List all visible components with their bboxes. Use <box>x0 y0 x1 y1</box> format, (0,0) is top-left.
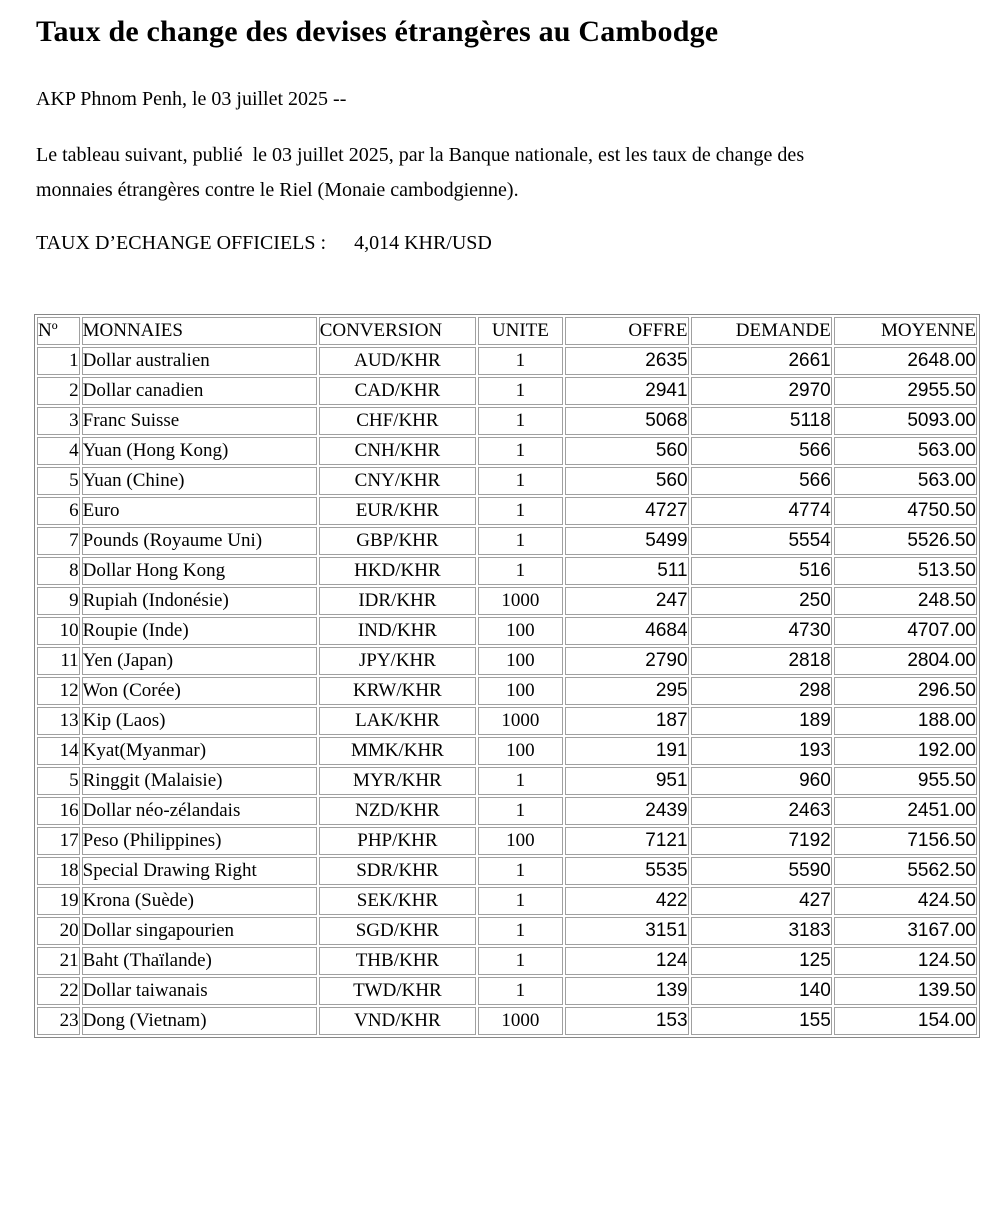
column-header: DEMANDE <box>691 317 832 345</box>
table-cell: 960 <box>691 767 832 795</box>
table-cell: 4730 <box>691 617 832 645</box>
column-header: CONVERSION <box>319 317 476 345</box>
table-cell: Dollar néo-zélandais <box>82 797 317 825</box>
table-cell: 5068 <box>565 407 689 435</box>
table-cell: 13 <box>37 707 80 735</box>
table-cell: Peso (Philippines) <box>82 827 317 855</box>
table-cell: 100 <box>478 647 563 675</box>
table-cell: Special Drawing Right <box>82 857 317 885</box>
table-row <box>37 557 977 585</box>
table-cell: 2941 <box>565 377 689 405</box>
table-cell: 2439 <box>565 797 689 825</box>
column-header: UNITE <box>478 317 563 345</box>
table-cell: Won (Corée) <box>82 677 317 705</box>
table-cell: 511 <box>565 557 689 585</box>
table-cell: 154.00 <box>834 1007 977 1035</box>
table-cell: 4750.50 <box>834 497 977 525</box>
table-cell: 516 <box>691 557 832 585</box>
table-cell: EUR/KHR <box>319 497 476 525</box>
table-cell: 2804.00 <box>834 647 977 675</box>
table-row <box>37 407 977 435</box>
table-row <box>37 377 977 405</box>
table-cell: 23 <box>37 1007 80 1035</box>
table-cell: 1 <box>478 797 563 825</box>
table-row <box>37 977 977 1005</box>
table-cell: 1 <box>478 557 563 585</box>
table-cell: 7192 <box>691 827 832 855</box>
table-cell: 1 <box>478 887 563 915</box>
table-cell: 3151 <box>565 917 689 945</box>
table-cell: Franc Suisse <box>82 407 317 435</box>
table-cell: TWD/KHR <box>319 977 476 1005</box>
table-cell: 7121 <box>565 827 689 855</box>
table-cell: Dollar australien <box>82 347 317 375</box>
table-cell: Dollar Hong Kong <box>82 557 317 585</box>
table-cell: 298 <box>691 677 832 705</box>
table-row <box>37 497 977 525</box>
table-row <box>37 647 977 675</box>
table-cell: 2451.00 <box>834 797 977 825</box>
dateline: AKP Phnom Penh, le 03 juillet 2025 -- <box>36 88 347 110</box>
table-cell: 1 <box>478 497 563 525</box>
table-cell: 1 <box>478 857 563 885</box>
table-cell: Kyat(Myanmar) <box>82 737 317 765</box>
table-cell: 4684 <box>565 617 689 645</box>
table-cell: 17 <box>37 827 80 855</box>
table-cell: 248.50 <box>834 587 977 615</box>
table-cell: 14 <box>37 737 80 765</box>
table-cell: 1 <box>478 437 563 465</box>
table-cell: LAK/KHR <box>319 707 476 735</box>
table-cell: 5535 <box>565 857 689 885</box>
table-cell: Dollar canadien <box>82 377 317 405</box>
table-row <box>37 1007 977 1035</box>
table-cell: 10 <box>37 617 80 645</box>
table-cell: 5526.50 <box>834 527 977 555</box>
table-cell: 100 <box>478 677 563 705</box>
table-cell: 5562.50 <box>834 857 977 885</box>
intro-paragraph: Le tableau suivant, publié le 03 juillet 2025, par la Banque nationale, est les taux de change des monnaies étrangères contre le Riel (Monaie cambodgienne). <box>36 144 805 201</box>
table-cell: Yuan (Chine) <box>82 467 317 495</box>
table-cell: 124 <box>565 947 689 975</box>
table-cell: 5093.00 <box>834 407 977 435</box>
table-cell: 155 <box>691 1007 832 1035</box>
table-row <box>37 887 977 915</box>
table-cell: 9 <box>37 587 80 615</box>
table-cell: Yuan (Hong Kong) <box>82 437 317 465</box>
table-cell: 1000 <box>478 707 563 735</box>
table-cell: 6 <box>37 497 80 525</box>
table-cell: 100 <box>478 827 563 855</box>
table-cell: 1000 <box>478 587 563 615</box>
table-cell: 2955.50 <box>834 377 977 405</box>
table-cell: Ringgit (Malaisie) <box>82 767 317 795</box>
table-row <box>37 827 977 855</box>
table-cell: 247 <box>565 587 689 615</box>
table-cell: 5 <box>37 467 80 495</box>
table-cell: 1 <box>478 407 563 435</box>
table-cell: 1 <box>478 527 563 555</box>
table-cell: 22 <box>37 977 80 1005</box>
column-header: OFFRE <box>565 317 689 345</box>
official-rate-label: TAUX D’ECHANGE OFFICIELS : <box>36 232 327 254</box>
table-cell: 8 <box>37 557 80 585</box>
table-row <box>37 707 977 735</box>
table-cell: 560 <box>565 467 689 495</box>
table-cell: 16 <box>37 797 80 825</box>
table-cell: Baht (Thaïlande) <box>82 947 317 975</box>
table-cell: Kip (Laos) <box>82 707 317 735</box>
table-cell: 139.50 <box>834 977 977 1005</box>
table-cell: Dollar taiwanais <box>82 977 317 1005</box>
table-cell: 1 <box>478 347 563 375</box>
table-cell: 153 <box>565 1007 689 1035</box>
table-cell: Krona (Suède) <box>82 887 317 915</box>
table-cell: SDR/KHR <box>319 857 476 885</box>
table-cell: 1 <box>478 377 563 405</box>
table-cell: GBP/KHR <box>319 527 476 555</box>
table-cell: 7156.50 <box>834 827 977 855</box>
table-cell: 191 <box>565 737 689 765</box>
table-cell: VND/KHR <box>319 1007 476 1035</box>
table-cell: Euro <box>82 497 317 525</box>
table-cell: 20 <box>37 917 80 945</box>
table-row <box>37 797 977 825</box>
column-header: Nº <box>37 317 80 345</box>
table-cell: 3167.00 <box>834 917 977 945</box>
table-cell: 192.00 <box>834 737 977 765</box>
official-rate-value: 4,014 KHR/USD <box>354 232 492 254</box>
table-cell: 5118 <box>691 407 832 435</box>
table-cell: PHP/KHR <box>319 827 476 855</box>
table-cell: 189 <box>691 707 832 735</box>
table-cell: 4727 <box>565 497 689 525</box>
table-cell: Rupiah (Indonésie) <box>82 587 317 615</box>
table-cell: MYR/KHR <box>319 767 476 795</box>
table-cell: MMK/KHR <box>319 737 476 765</box>
table-cell: 563.00 <box>834 467 977 495</box>
table-cell: SEK/KHR <box>319 887 476 915</box>
table-cell: CNH/KHR <box>319 437 476 465</box>
table-cell: Dong (Vietnam) <box>82 1007 317 1035</box>
column-header: MONNAIES <box>82 317 317 345</box>
table-cell: 951 <box>565 767 689 795</box>
table-cell: 250 <box>691 587 832 615</box>
table-cell: 955.50 <box>834 767 977 795</box>
table-cell: 566 <box>691 437 832 465</box>
table-cell: 5590 <box>691 857 832 885</box>
table-row <box>37 947 977 975</box>
table-cell: Roupie (Inde) <box>82 617 317 645</box>
table-cell: 5499 <box>565 527 689 555</box>
column-header: MOYENNE <box>834 317 977 345</box>
table-cell: 563.00 <box>834 437 977 465</box>
table-cell: 3 <box>37 407 80 435</box>
table-cell: 2463 <box>691 797 832 825</box>
table-cell: 193 <box>691 737 832 765</box>
table-cell: 7 <box>37 527 80 555</box>
table-cell: Dollar singapourien <box>82 917 317 945</box>
table-cell: 4 <box>37 437 80 465</box>
table-row <box>37 587 977 615</box>
table-cell: 2790 <box>565 647 689 675</box>
table-cell: 422 <box>565 887 689 915</box>
table-cell: 427 <box>691 887 832 915</box>
official-rate-line <box>36 230 980 256</box>
table-cell: 2648.00 <box>834 347 977 375</box>
table-row <box>37 437 977 465</box>
table-cell: 3183 <box>691 917 832 945</box>
table-cell: IND/KHR <box>319 617 476 645</box>
table-cell: 1 <box>478 977 563 1005</box>
table-cell: 4707.00 <box>834 617 977 645</box>
table-cell: 2818 <box>691 647 832 675</box>
table-cell: Pounds (Royaume Uni) <box>82 527 317 555</box>
table-cell: 1000 <box>478 1007 563 1035</box>
table-header-row <box>37 317 977 345</box>
table-cell: 4774 <box>691 497 832 525</box>
table-row <box>37 857 977 885</box>
table-cell: 140 <box>691 977 832 1005</box>
table-cell: 2635 <box>565 347 689 375</box>
table-cell: 1 <box>478 917 563 945</box>
table-cell: 1 <box>37 347 80 375</box>
table-cell: 139 <box>565 977 689 1005</box>
table-cell: 1 <box>478 767 563 795</box>
table-body <box>37 347 977 1035</box>
table-cell: 18 <box>37 857 80 885</box>
exchange-rates-table <box>34 314 980 1038</box>
table-cell: 11 <box>37 647 80 675</box>
table-cell: IDR/KHR <box>319 587 476 615</box>
table-row <box>37 527 977 555</box>
table-cell: AUD/KHR <box>319 347 476 375</box>
table-cell: 12 <box>37 677 80 705</box>
article-page <box>0 14 1000 1038</box>
table-cell: 566 <box>691 467 832 495</box>
table-cell: 100 <box>478 737 563 765</box>
table-row <box>37 737 977 765</box>
table-cell: 1 <box>478 467 563 495</box>
table-cell: 513.50 <box>834 557 977 585</box>
table-cell: 100 <box>478 617 563 645</box>
table-cell: 125 <box>691 947 832 975</box>
table-cell: 5 <box>37 767 80 795</box>
table-row <box>37 917 977 945</box>
page-title: Taux de change des devises étrangères au Cambodge <box>36 15 719 48</box>
table-cell: KRW/KHR <box>319 677 476 705</box>
table-cell: NZD/KHR <box>319 797 476 825</box>
table-cell: JPY/KHR <box>319 647 476 675</box>
table-cell: 560 <box>565 437 689 465</box>
table-cell: 19 <box>37 887 80 915</box>
table-row <box>37 617 977 645</box>
table-cell: 21 <box>37 947 80 975</box>
table-cell: 1 <box>478 947 563 975</box>
table-cell: 188.00 <box>834 707 977 735</box>
table-cell: 2970 <box>691 377 832 405</box>
table-cell: 5554 <box>691 527 832 555</box>
table-cell: 296.50 <box>834 677 977 705</box>
table-row <box>37 467 977 495</box>
table-cell: 187 <box>565 707 689 735</box>
table-cell: 2661 <box>691 347 832 375</box>
table-row <box>37 677 977 705</box>
table-row <box>37 767 977 795</box>
table-cell: 124.50 <box>834 947 977 975</box>
table-cell: 2 <box>37 377 80 405</box>
table-cell: 295 <box>565 677 689 705</box>
table-cell: CHF/KHR <box>319 407 476 435</box>
table-cell: THB/KHR <box>319 947 476 975</box>
table-cell: SGD/KHR <box>319 917 476 945</box>
table-row <box>37 347 977 375</box>
table-cell: Yen (Japan) <box>82 647 317 675</box>
table-cell: 424.50 <box>834 887 977 915</box>
table-cell: CNY/KHR <box>319 467 476 495</box>
table-cell: CAD/KHR <box>319 377 476 405</box>
table-cell: HKD/KHR <box>319 557 476 585</box>
